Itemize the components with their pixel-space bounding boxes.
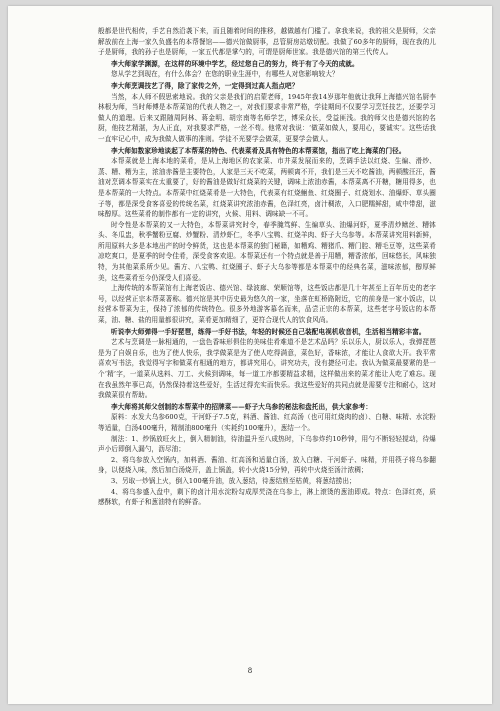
paragraph: 时令性是本帮菜的又一大特色，本帮菜讲究时令，春季腌笃鲜、生煸草头、油爆河虾，夏季清炒鳝丝、糟钵头、冬瓜盅，秋季蟹粉豆腐、炒蟹粉、清炒虾仁，冬季八宝鸭、红烧羊肉、虾子大乌参等。本帮菜讲究用料新鲜，所用原料大多是本地出产的时令鲜货，这也是本帮菜的独门秘籍，如糟鸡、糟猪爪、糟门腔、糟毛豆等，这些菜肴凉吃爽口，是夏季的时令佳肴，深受食客欢迎。本帮菜还有一个特点就是善于用糟，糟香浓郁，回味悠长，风味独特，为其他菜系所少见。酱方、八宝鸭、红烧圈子、虾子大乌参等都是本帮菜中的经典名菜，滋味浓郁，醇厚鲜美，这些菜肴至今仍深受人们喜爱。 (98, 220, 436, 282)
recipe-step: 2、将乌参放入空锅内，加料酒、酱油、红高汤和适量白汤，放入白糖、干河虾子、味精，并用筷子将乌参翻身，以便烧入味，然后加白汤烧开，盖上锅盖，转小火烧15分钟，再转中火烧至汤汁浓稠； (98, 455, 436, 475)
question-heading: 听说李大师弹得一手好琵琶，练得一手好书法，年轻的时候还自己装配电视机收音机，生活相当精彩丰富。 (111, 327, 426, 336)
recipe-step: 3、另取一炒锅上火，倒入100毫升油，放入葱结，待葱结煎至枯黄，将葱结捞出； (111, 476, 356, 485)
recipe-step: 4、将乌参盛入盘中，剩下的卤汁用水淀粉勾成厚芡浇在乌参上，淋上滚烫的葱油即成。特点：色泽红亮，质感酥软，有虾子和葱油特有的鲜香。 (98, 487, 436, 507)
paragraph: 艺术与烹调是一脉相通的，一盘色香味形俱佳的美味佳肴难道不是艺术品吗？乐以乐人，厨以乐人，我弹琵琶是为了自娱自乐，也为了使人快乐，我学做菜是为了使人吃得满意，菜色好，香味浓，才能让人食欲大开。我平常喜欢写书法，我觉得写字和做菜有相通的地方，都讲究用心，讲究功夫，没有捷径可走。我认为做菜最要紧的是一个‘精’字，一道菜从选料、刀工、火候到调味，每一道工序都要精益求精，这样做出来的菜才能让人吃了难忘。现在我虽然年事已高，仍然保持着这些爱好，生活过得充实而快乐。我这些爱好的共同点就是需要专注和耐心，这对我做菜很有帮助。 (98, 338, 436, 400)
recipe-ingredients: 原料：水发大乌参600克，干河虾子7.5克，料酒、酱油、红高汤（也可用红烧肉的卤）、白糖、味精、水淀粉等适量，白汤400毫升，精制油800毫升（实耗约100毫升），葱结一个。 (98, 413, 436, 432)
paragraph: 您从学艺到现在，有什么体会？在您的职业生涯中，有哪些人对您影响较大？ (111, 70, 339, 79)
question-heading: 李大师烹调技艺了得，除了家传之外，一定得到过高人指点吧？ (111, 81, 299, 90)
question-heading: 李大师如数家珍地谈起了本帮菜的特色、代表菜肴及具有特色的本帮菜馆，指出了吃上海菜的门径。 (111, 146, 406, 155)
article-body (98, 26, 436, 508)
document-page (8, 6, 492, 704)
question-heading: 李大师家学渊源，在这样的环境中学艺，经过您自己的努力，终于有了今天的成就。 (111, 59, 359, 68)
paragraph: 本帮菜就是上海本地的菜肴，是从上海地区的农家菜、市井菜发展而来的，烹调手法以红烧、生煸、滑炒、蒸、糟、糟为主，浓油赤酱是主要特色，人家是三天不吃菜，两顿离不开，我们是三天不吃酱油，两顿酸汪汪，酱油对烹调本帮菜实在太重要了，好的酱油是做好红烧菜的关键，调味上浓油赤酱，本帮菜离不开糖，糖用得多，也是本帮菜的一大特点。本帮菜中红烧菜肴是一大特色，代表菜有红烧鮰鱼、红烧圈子、红烧划水、油爆虾、草头圈子等，都是深受食客喜爱的传统名菜，红烧菜讲究浓油赤酱，色泽红亮，卤汁稠浓，入口肥糯鲜甜，咸中带甜，滋味醇厚。这些菜肴的制作都有一定的讲究，火候、用料、调味缺一不可。 (98, 157, 436, 219)
recipe-step: 制法：1、炒锅放旺火上，倒入精制油，待油温升至八成热时，下乌参炸约10秒钟，用勺不断轻轻搅动，待爆声小后即倒入漏勺，沥尽油； (98, 434, 436, 454)
paragraph: 般都是世代相传，手艺自然沿袭下来，而且随着时间的推移，越做越有门槛了。拿我来说，我的祖父是厨师，父亲解放前在上海一家久负盛名的本帮餐馆——德兴馆做厨事，总管厨房站墩切配。我做了60多年的厨师，现在我的儿子是厨师，我的孙子也是厨师，一家五代都是掌勺的，可谓是厨师世家。我是德兴馆的第三代传人。 (98, 27, 436, 57)
page-number: 8 (247, 667, 253, 675)
question-heading: 李大师将其师父创制的本帮菜中的招牌菜——虾子大乌参的秘法和盘托出，供大家参考： (111, 402, 373, 411)
paragraph: 上海传统的本帮菜馆有上海老饭店、德兴馆、绿波廊、荣顺馆等，这些饭店都是几十年甚至上百年历史的老字号，以经营正宗本帮菜著称。德兴馆是其中历史最为悠久的一家，坐落在虹桥路附近，它的前身是一家小饭店，以经营本帮菜为主，保持了浓郁的传统特色。很多外地游客慕名而来，品尝正宗的本帮菜，这些老字号饭店的本帮菜，油、糖、盐的用量都很讲究，菜肴更加精细了，更符合现代人的饮食风尚。 (98, 284, 436, 325)
paragraph: 当然，本人师不假思索地说。我的父亲是我们的启蒙老师，1945年我14岁那年他就让我拜上海德兴馆名厨李林根为师，当时师傅是本帮菜馆的代表人物之一，对我们要求非常严格，学徒期间不仅要学习烹饪技艺，还要学习做人的道理。后来又跟随周阿林、蒋金明、胡宗南等名师学艺，博采众长，受益匪浅。我的师父也是德兴馆的名厨，他技艺精湛，为人正直，对我要求严格，一丝不苟。他常对我说：‘做菜如做人，要用心，要诚实’。这些话我一直牢记心中，成为我做人做事的准则。学徒不光要学会做菜，更要学会做人。 (98, 92, 436, 143)
